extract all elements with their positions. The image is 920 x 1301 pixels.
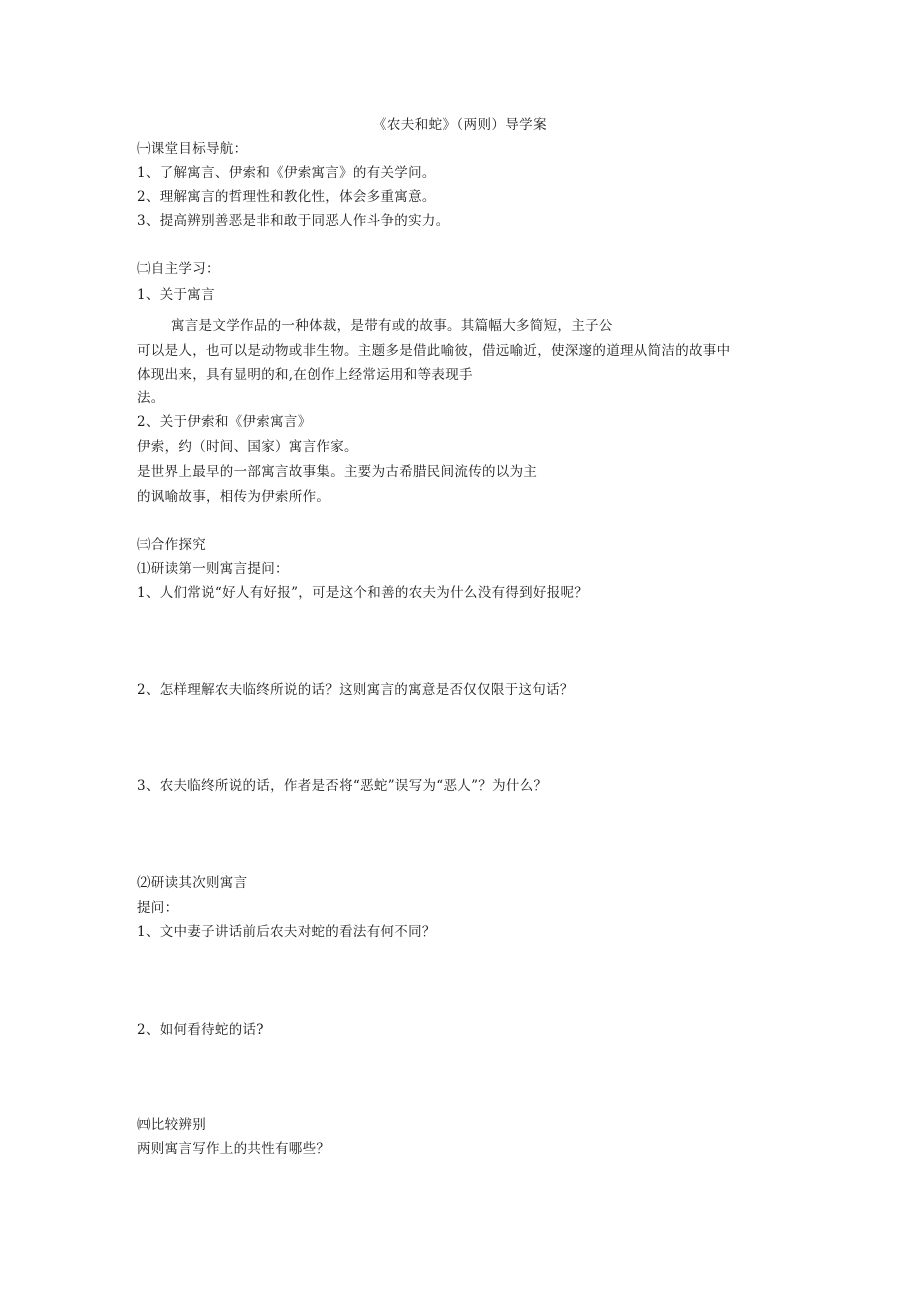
aesop-line-1: 伊索，约（时间、国家）寓言作家。 bbox=[137, 439, 358, 455]
goal-item-2: 2、理解寓言的哲理性和教化性，体会多重寓意。 bbox=[137, 189, 436, 205]
goal-item-3: 3、提高辨别善恶是非和敢于同恶人作斗争的实力。 bbox=[137, 213, 450, 229]
part2-heading: ⑵研读其次则寓言 bbox=[137, 875, 248, 891]
section-heading-goals: ㈠课堂目标导航： bbox=[137, 141, 248, 157]
part1-question-2: 2、怎样理解农夫临终所说的话？这则寓言的寓意是否仅仅限于这句话？ bbox=[137, 682, 574, 698]
part1-question-1: 1、人们常说“好人有好报”，可是这个和善的农夫为什么没有得到好报呢？ bbox=[137, 585, 589, 601]
section-heading-self-study: ㈡自主学习： bbox=[137, 261, 220, 277]
part2-prompt: 提问： bbox=[137, 900, 179, 916]
part1-question-3: 3、农夫临终所说的话，作者是否将“恶蛇”误写为“恶人”？为什么？ bbox=[137, 778, 548, 794]
aesop-line-3: 的讽喻故事，相传为伊索所作。 bbox=[137, 489, 331, 505]
part2-question-2: 2、如何看待蛇的话? bbox=[137, 1022, 264, 1038]
section-heading-compare: ㈣比较辨别 bbox=[137, 1117, 206, 1133]
section-heading-cooperative: ㈢合作探究 bbox=[137, 537, 206, 553]
fable-paragraph-line-2: 可以是人，也可以是动物或非生物。主题多是借此喻彼，借远喻近，使深邃的道理从简洁的故事中 bbox=[137, 343, 731, 359]
part1-heading: ⑴研读第一则寓言提问： bbox=[137, 561, 289, 577]
compare-question: 两则寓言写作上的共性有哪些？ bbox=[137, 1141, 331, 1157]
fable-paragraph-line-3: 体现出来，具有显明的和,在创作上经常运用和等表现手 bbox=[137, 367, 473, 383]
fable-paragraph-line-4: 法。 bbox=[137, 390, 165, 406]
subheading-about-aesop: 2、关于伊索和《伊索寓言》 bbox=[137, 414, 312, 430]
part2-question-1: 1、文中妻子讲话前后农夫对蛇的看法有何不同？ bbox=[137, 924, 436, 940]
goal-item-1: 1、了解寓言、伊索和《伊索寓言》的有关学问。 bbox=[137, 165, 436, 181]
aesop-line-2: 是世界上最早的一部寓言故事集。主要为古希腊民间流传的以为主 bbox=[137, 464, 538, 480]
subheading-about-fable: 1、关于寓言 bbox=[137, 287, 215, 303]
fable-paragraph-line-1: 寓言是文学作品的一种体裁，是带有或的故事。其篇幅大多简短，主子公 bbox=[171, 318, 613, 334]
document-title: 《农夫和蛇》（两则）导学案 bbox=[373, 117, 547, 133]
